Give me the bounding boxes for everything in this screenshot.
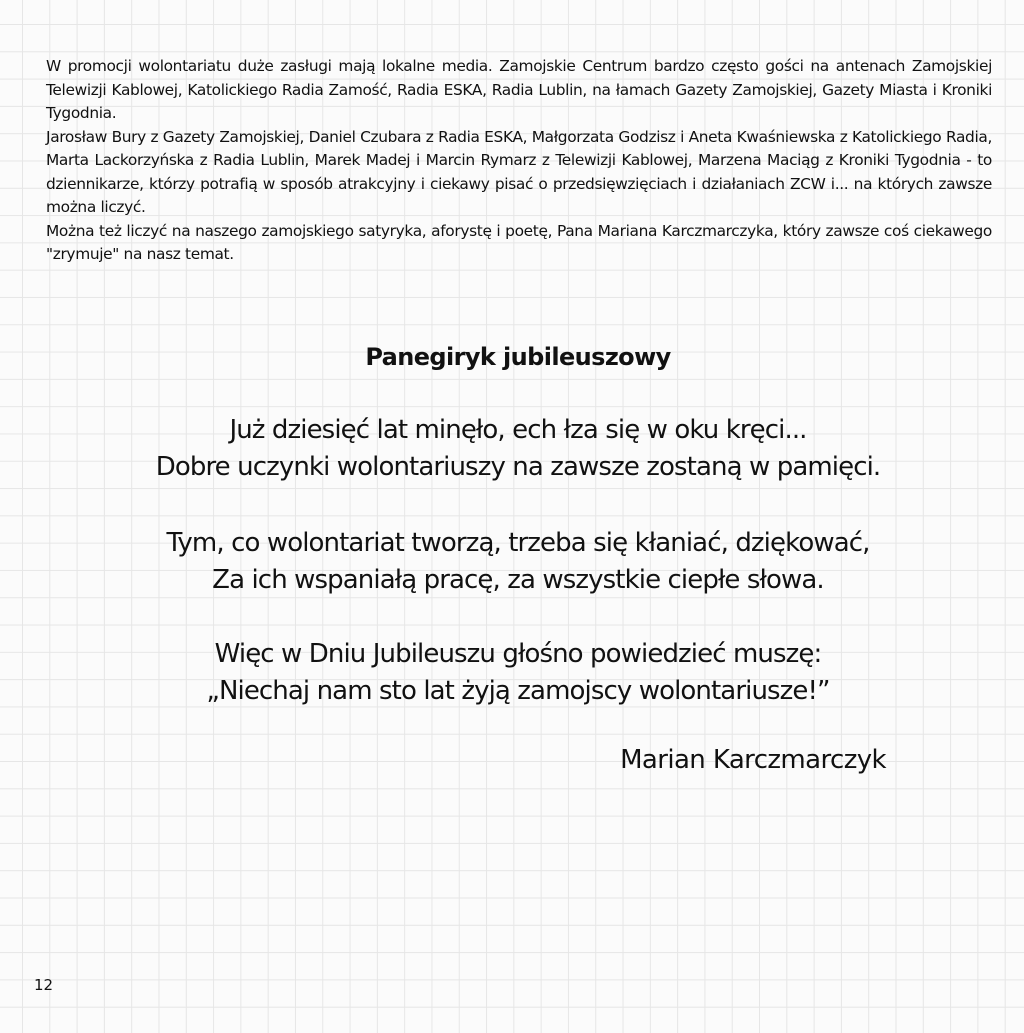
poem-line: Więc w Dniu Jubileuszu głośno powiedzieć muszę:: [214, 639, 822, 669]
intro-text: [46, 55, 992, 267]
poem-stanza: [0, 525, 1024, 599]
page-number: 12: [34, 976, 54, 994]
poem-line: Dobre uczynki wolontariuszy na zawsze zostaną w pamięci.: [155, 452, 881, 482]
poem-line: Za ich wspaniałą pracę, za wszystkie ciepłe słowa.: [212, 565, 824, 595]
poem-stanza: [0, 636, 1024, 710]
poem-line: Już dziesięć lat minęło, ech łza się w oku kręci...: [229, 415, 807, 445]
poem-line: Tym, co wolontariat tworzą, trzeba się kłaniać, dziękować,: [166, 528, 870, 558]
paragraph-satirist: Można też liczyć na naszego zamojskiego satyryka, aforystę i poetę, Pana Mariana Karczmarczyka, który zawsze coś ciekawego "zrymuje" na nasz temat.: [46, 221, 992, 263]
paragraph-journalists: Jarosław Bury z Gazety Zamojskiej, Daniel Czubara z Radia ESKA, Małgorzata Godzisz i Aneta Kwaśniewska z Katolickiego Radia, Marta Lackorzyńska z Radia Lublin, Marek Madej i Marcin Rymarz z Telewizji Kablowej, Marzena Maciąg z Kroniki Tygodnia - to dziennikarze, którzy potrafią w sposób atrakcyjny i ciekawy pisać o przedsięwzięciach i działaniach ZCW i... na których zawsze można liczyć.: [46, 127, 992, 216]
paragraph-media: W promocji wolontariatu duże zasługi mają lokalne media. Zamojskie Centrum bardzo często gości na antenach Zamojskiej Telewizji Kablowej, Katolickiego Radia Zamość, Radia ESKA, Radia Lublin, na łamach Gazety Zamojskiej, Gazety Miasta i Kroniki Tygodnia.: [46, 57, 992, 122]
poem-line: „Niechaj nam sto lat żyją zamojscy wolontariusze!”: [206, 676, 830, 706]
poem-title: Panegiryk jubileuszowy: [365, 343, 671, 371]
poem-author: Marian Karczmarczyk: [620, 745, 886, 775]
poem-stanza: [0, 412, 1024, 486]
